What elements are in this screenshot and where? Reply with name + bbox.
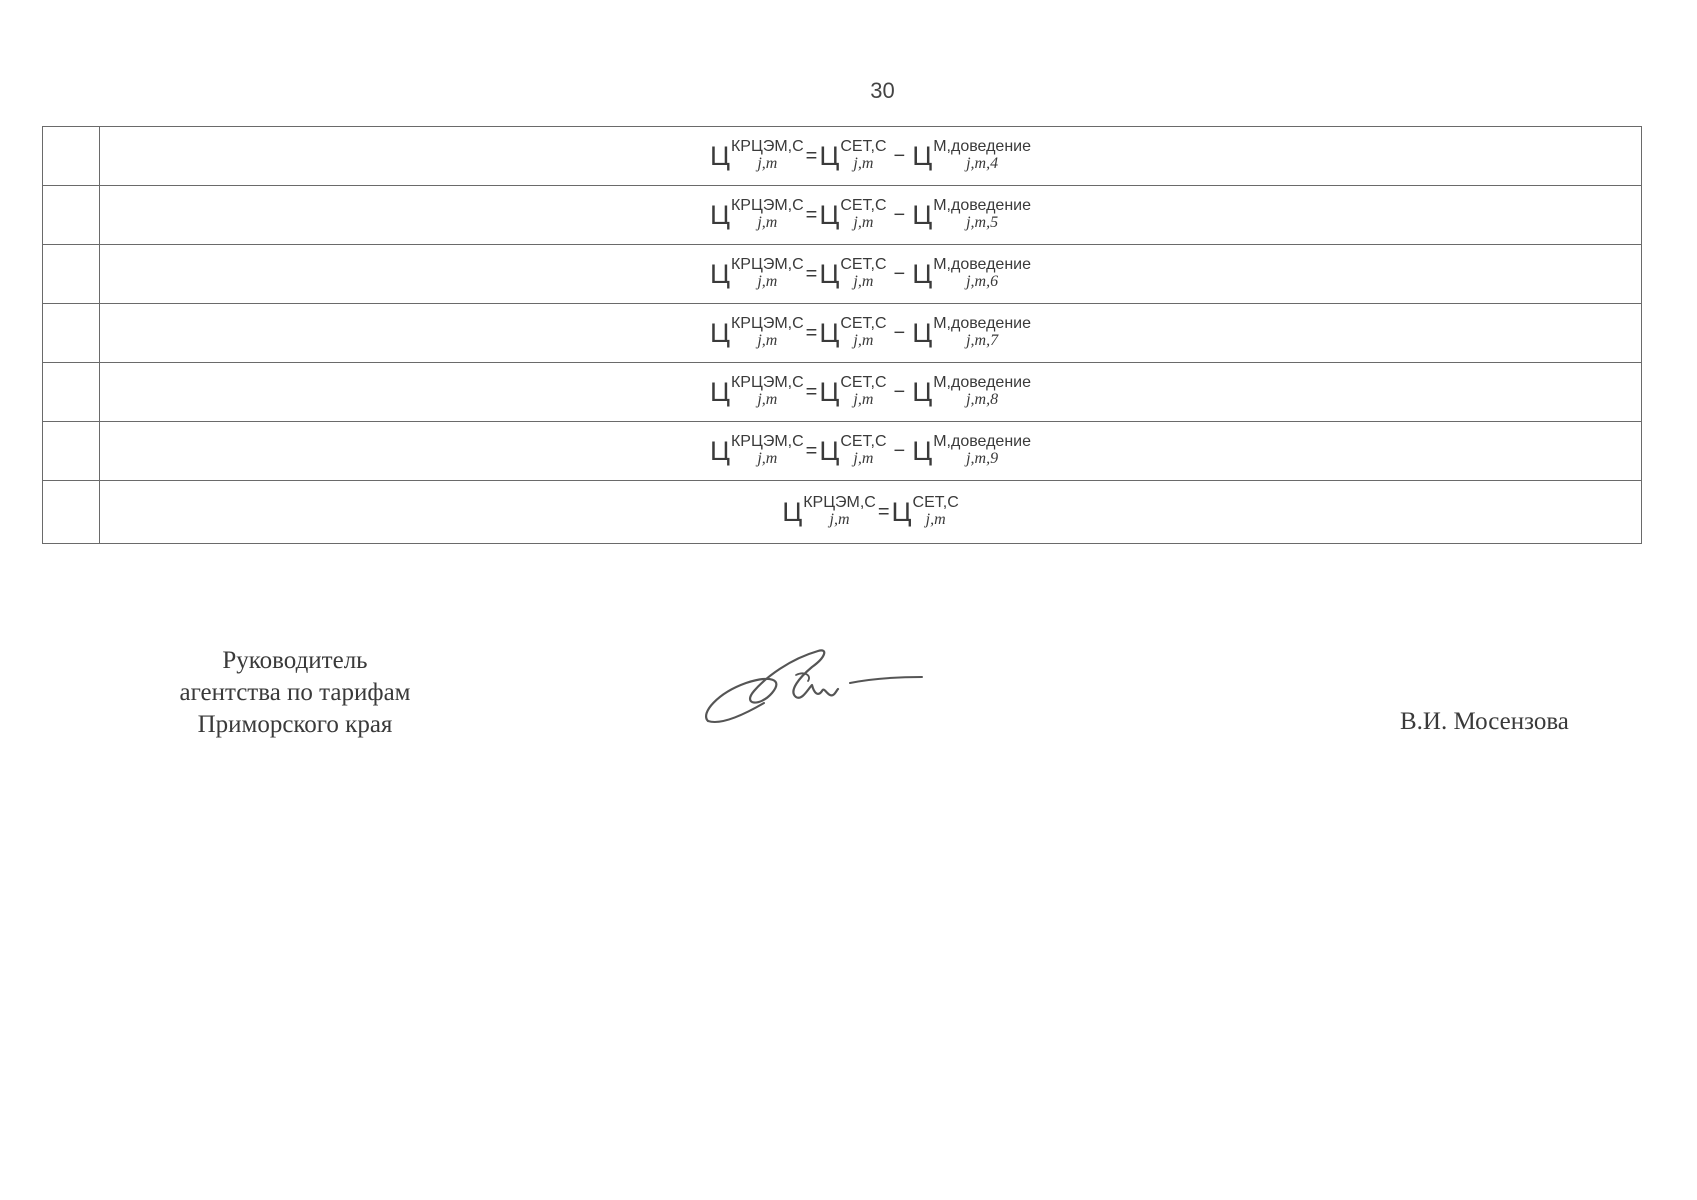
formula-rhs-term: Ц М,доведение j,m,7 — [912, 315, 1031, 349]
table-row — [43, 245, 1642, 304]
table-cell-empty — [43, 422, 100, 481]
formula-rhs-term: Ц М,доведение j,m,5 — [912, 197, 1031, 231]
formula-cell — [100, 245, 1642, 304]
formula-rhs-term: Ц СЕТ,С j,m — [819, 256, 887, 290]
table-cell-empty — [43, 481, 100, 544]
formula-cell — [100, 127, 1642, 186]
handwritten-signature — [700, 645, 930, 735]
table-row — [43, 186, 1642, 245]
equals-sign: = — [805, 321, 818, 344]
table-row — [43, 422, 1642, 481]
formula-lhs: Ц КРЦЭМ,С j,m — [710, 433, 804, 467]
minus-sign: − — [893, 262, 906, 285]
formula — [710, 138, 1031, 172]
formula — [710, 256, 1031, 290]
formula-rhs-term: Ц СЕТ,С j,m — [819, 315, 887, 349]
equals-sign: = — [805, 262, 818, 285]
formula-rhs-term: Ц СЕТ,С j,m — [891, 494, 959, 528]
equals-sign: = — [805, 144, 818, 167]
formula-lhs: Ц КРЦЭМ,С j,m — [710, 197, 804, 231]
position-line: Руководитель — [222, 647, 368, 674]
formula-rhs-term: Ц М,доведение j,m,9 — [912, 433, 1031, 467]
formula-rhs-term: Ц СЕТ,С j,m — [819, 138, 887, 172]
table-cell-empty — [43, 363, 100, 422]
formula-rhs-term: Ц СЕТ,С j,m — [819, 433, 887, 467]
minus-sign: − — [893, 321, 906, 344]
table-cell-empty — [43, 304, 100, 363]
formula-lhs: Ц КРЦЭМ,С j,m — [710, 138, 804, 172]
formula-rhs-term: Ц СЕТ,С j,m — [819, 197, 887, 231]
minus-sign: − — [893, 203, 906, 226]
table-row — [43, 363, 1642, 422]
equals-sign: = — [805, 203, 818, 226]
formula-lhs: Ц КРЦЭМ,С j,m — [710, 315, 804, 349]
minus-sign: − — [893, 439, 906, 462]
table-cell-empty — [43, 245, 100, 304]
page-number: 30 — [870, 78, 895, 103]
formula — [710, 374, 1031, 408]
formula — [782, 494, 959, 528]
table-row — [43, 127, 1642, 186]
formula-cell — [100, 363, 1642, 422]
formula-lhs: Ц КРЦЭМ,С j,m — [782, 494, 876, 528]
signatory-name: В.И. Мосензова — [1400, 708, 1569, 735]
formula — [710, 433, 1031, 467]
equals-sign: = — [805, 380, 818, 403]
position-line: агентства по тарифам — [179, 679, 411, 706]
formula — [710, 197, 1031, 231]
formula-cell — [100, 304, 1642, 363]
minus-sign: − — [893, 380, 906, 403]
formula-lhs: Ц КРЦЭМ,С j,m — [710, 256, 804, 290]
minus-sign: − — [893, 144, 906, 167]
formula-rhs-term: Ц М,доведение j,m,4 — [912, 138, 1031, 172]
equals-sign: = — [805, 439, 818, 462]
table-row — [43, 304, 1642, 363]
table-row — [43, 481, 1642, 544]
formula-cell — [100, 422, 1642, 481]
formula-rhs-term: Ц СЕТ,С j,m — [819, 374, 887, 408]
formula-table — [42, 126, 1642, 544]
signatory-position — [140, 645, 450, 741]
formula-rhs-term: Ц М,доведение j,m,8 — [912, 374, 1031, 408]
position-line: Приморского края — [197, 711, 393, 738]
equals-sign: = — [877, 500, 890, 523]
formula-cell — [100, 481, 1642, 544]
formula-lhs: Ц КРЦЭМ,С j,m — [710, 374, 804, 408]
table-cell-empty — [43, 186, 100, 245]
formula — [710, 315, 1031, 349]
formula-rhs-term: Ц М,доведение j,m,6 — [912, 256, 1031, 290]
formula-cell — [100, 186, 1642, 245]
table-cell-empty — [43, 127, 100, 186]
